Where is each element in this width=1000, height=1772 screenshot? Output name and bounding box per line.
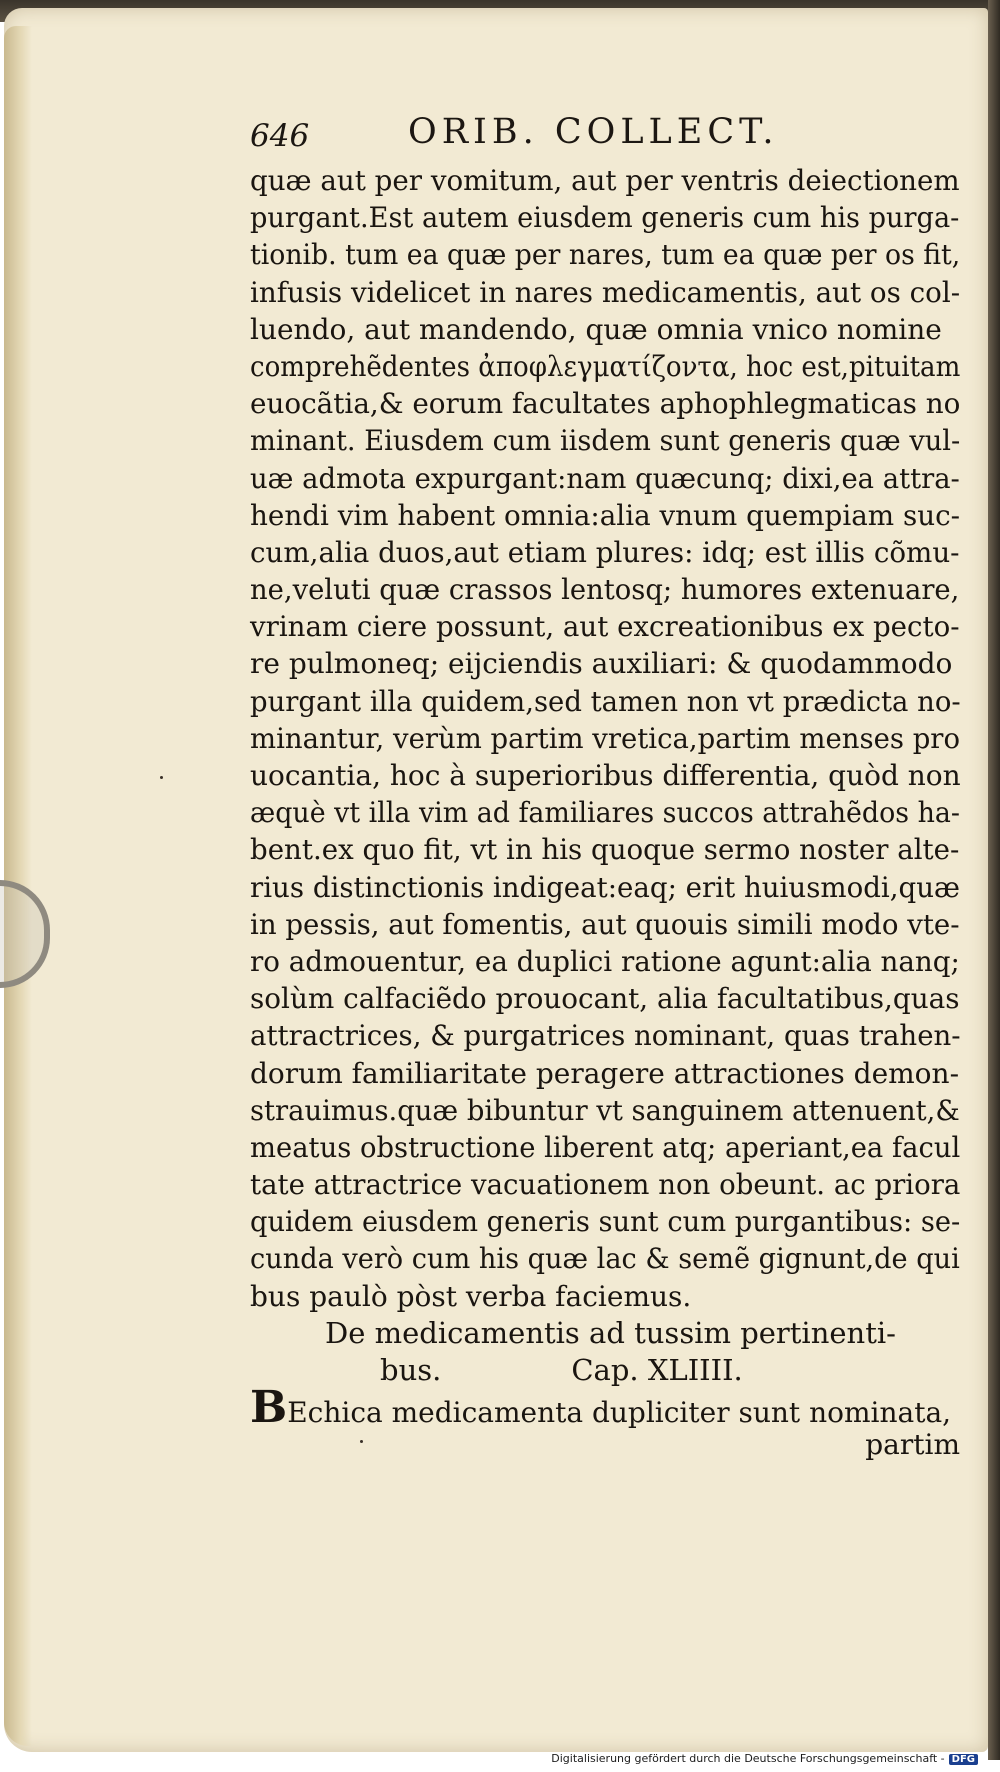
text-line: meatus obstructione liberent atq; aperiant,ea facul [250, 1130, 961, 1164]
drop-cap-initial: B [250, 1382, 288, 1434]
chapter-heading-continued [250, 1352, 960, 1389]
dfg-logo: DFG [949, 1754, 978, 1765]
text-line: comprehẽdentes ἀποφλεγματίζοντα, hoc est,pituitam [250, 349, 961, 383]
running-title: ORIB. COLLECT. [408, 112, 779, 152]
text-line: strauimus.quæ bibuntur vt sanguinem attenuent,& [250, 1093, 960, 1127]
credit-text: Digitalisierung gefördert durch die Deutsche Forschungsgemeinschaft - [551, 1752, 945, 1765]
text-line: infusis videlicet in nares medicamentis, aut os col- [250, 275, 961, 309]
text-line: attractrices, & purgatrices nominant, quas trahen- [250, 1019, 961, 1053]
text-line: minantur, verùm partim vretica,partim menses pro [250, 721, 961, 755]
text-line: tionib. tum ea quæ per nares, tum ea quæ per os fit, [250, 238, 961, 272]
text-line: ne,veluti quæ crassos lentosq; humores extenuare, [250, 573, 960, 607]
chapter-first-line-text: Echica medicamenta dupliciter sunt nominata, [287, 1396, 952, 1430]
page-number: 646 [250, 118, 310, 154]
chapter-number: Cap. XLIIII. [571, 1353, 743, 1387]
digitization-credit [551, 1752, 978, 1765]
text-line: bus paulò pòst verba faciemus. [250, 1279, 692, 1313]
text-line: cunda verò cum his quæ lac & semẽ gignunt,de qui [250, 1242, 960, 1276]
text-line: minant. Eiusdem cum iisdem sunt generis quæ vul- [250, 424, 961, 458]
ink-speck [160, 776, 163, 779]
running-head [250, 112, 850, 162]
text-line: uocantia, hoc à superioribus differentia, quòd non [250, 759, 961, 792]
text-line: purgant illa quidem,sed tamen non vt prædicta no- [250, 684, 961, 718]
text-line: solùm calfaciẽdo prouocant, alia facultatibus,quas [250, 982, 960, 1016]
text-line: uæ admota expurgant:nam quæcunq; dixi,ea attra- [250, 461, 960, 495]
body-text [250, 162, 960, 1464]
text-line: tate attractrice vacuationem non obeunt. ac priora [250, 1168, 961, 1202]
chapter-heading: De medicamentis ad tussim pertinenti- [325, 1315, 896, 1350]
text-line: in pessis, aut fomentis, aut quouis simili modo vte- [250, 907, 960, 941]
text-line: dorum familiaritate peragere attractiones demon- [250, 1056, 960, 1090]
text-line: æquè vt illa vim ad familiares succos attrahẽdos ha- [250, 796, 960, 830]
chapter-heading-end: bus. [380, 1353, 442, 1387]
text-line: cum,alia duos,aut etiam plures: idq; est illis cõmu- [250, 535, 960, 569]
text-line: bent.ex quo fit, vt in his quoque sermo noster alte- [250, 833, 960, 867]
text-line: quæ aut per vomitum, aut per ventris deiectionem [250, 164, 960, 197]
text-line: quidem eiusdem generis sunt cum purgantibus: se- [250, 1205, 961, 1239]
text-line: re pulmoneq; eijciendis auxiliari: & quodammodo [250, 647, 953, 681]
catchword: partim [865, 1428, 960, 1462]
text-line: ro admouentur, ea duplici ratione agunt:alia nanq; [250, 944, 960, 978]
text-line: vrinam ciere possunt, aut excreationibus ex pecto- [250, 610, 960, 644]
chapter-first-line [250, 1382, 960, 1434]
text-line: luendo, aut mandendo, quæ omnia vnico nomine [250, 312, 942, 346]
text-line: rius distinctionis indigeat:eaq; erit huiusmodi,quæ [250, 870, 961, 904]
text-line: euocãtia,& eorum facultates aphophlegmaticas no [250, 387, 961, 421]
scan-background-right [988, 0, 1000, 1760]
text-line: hendi vim habent omnia:alia vnum quempiam suc- [250, 498, 961, 532]
text-line: purgant.Est autem eiusdem generis cum his purga- [250, 201, 960, 235]
ink-speck [360, 1440, 363, 1443]
